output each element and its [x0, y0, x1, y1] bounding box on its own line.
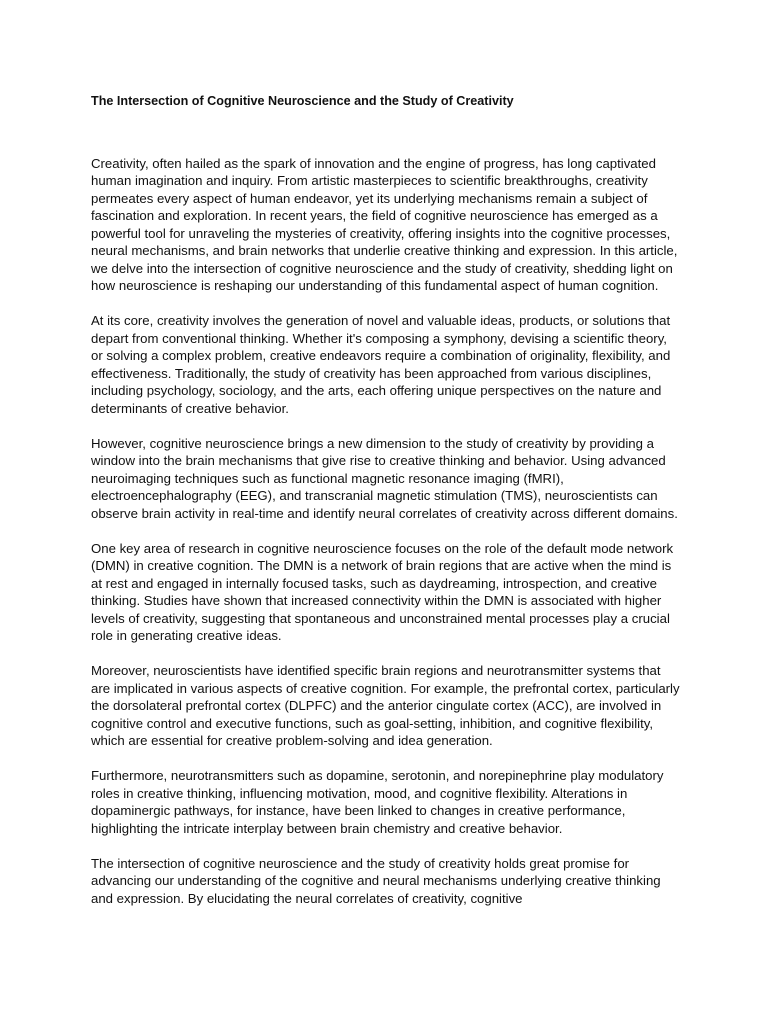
paragraph-2: At its core, creativity involves the generation of novel and valuable ideas, products, or solutions that depart from conventional thinking. Whether it's composing a symphony, devising a scientific theory, or solving a complex problem, creative endeavors require a combination of originality, flexibility, and effectiveness. Traditionally, the study of creativity has been approached from various disciplines, including psychology, sociology, and the arts, each offering unique perspectives on the nature and determinants of creative behavior.	[91, 313, 671, 416]
paragraph-3: However, cognitive neuroscience brings a new dimension to the study of creativity by providing a window into the brain mechanisms that give rise to creative thinking and behavior. Using advanced neuroimaging techniques such as functional magnetic resonance imaging (fMRI), electroencephalography (EEG), and transcranial magnetic stimulation (TMS), neuroscientists can observe brain activity in real-time and identify neural correlates of creativity across different domains.	[91, 435, 678, 521]
paragraph-6: Furthermore, neurotransmitters such as dopamine, serotonin, and norepinephrine play modulatory roles in creative thinking, influencing motivation, mood, and cognitive flexibility. Alterations in dopaminergic pathways, for instance, have been linked to changes in creative performance, highlighting the intricate interplay between brain chemistry and creative behavior.	[91, 768, 664, 836]
paragraph-4: One key area of research in cognitive neuroscience focuses on the role of the default mode network (DMN) in creative cognition. The DMN is a network of brain regions that are active when the mind is at rest and engaged in internally focused tasks, such as daydreaming, introspection, and creative thinking. Studies have shown that increased connectivity within the DMN is associated with higher levels of creativity, suggesting that spontaneous and unconstrained mental processes play a crucial role in generating creative ideas.	[91, 540, 674, 643]
document-title: The Intersection of Cognitive Neuroscience and the Study of Creativity	[91, 94, 514, 108]
document-body	[91, 93, 681, 925]
paragraph-1: Creativity, often hailed as the spark of innovation and the engine of progress, has long captivated human imagination and inquiry. From artistic masterpieces to scientific breakthroughs, creativity permeates every aspect of human endeavor, yet its underlying mechanisms remain a subject of fascination and exploration. In recent years, the field of cognitive neuroscience has emerged as a powerful tool for unraveling the mysteries of creativity, offering insights into the cognitive processes, neural mechanisms, and brain networks that underlie creative thinking and expression. In this article, we delve into the intersection of cognitive neuroscience and the study of creativity, shedding light on how neuroscience is reshaping our understanding of this fundamental aspect of human cognition.	[91, 155, 678, 293]
paragraph-5: Moreover, neuroscientists have identified specific brain regions and neurotransmitter systems that are implicated in various aspects of creative cognition. For example, the prefrontal cortex, particularly the dorsolateral prefrontal cortex (DLPFC) and the anterior cingulate cortex (ACC), are involved in cognitive control and executive functions, such as goal-setting, inhibition, and cognitive flexibility, which are essential for creative problem-solving and idea generation.	[91, 663, 680, 748]
paragraph-7: The intersection of cognitive neuroscience and the study of creativity holds great promise for advancing our understanding of the cognitive and neural mechanisms underlying creative thinking and expression. By elucidating the neural correlates of creativity, cognitive	[91, 855, 661, 906]
